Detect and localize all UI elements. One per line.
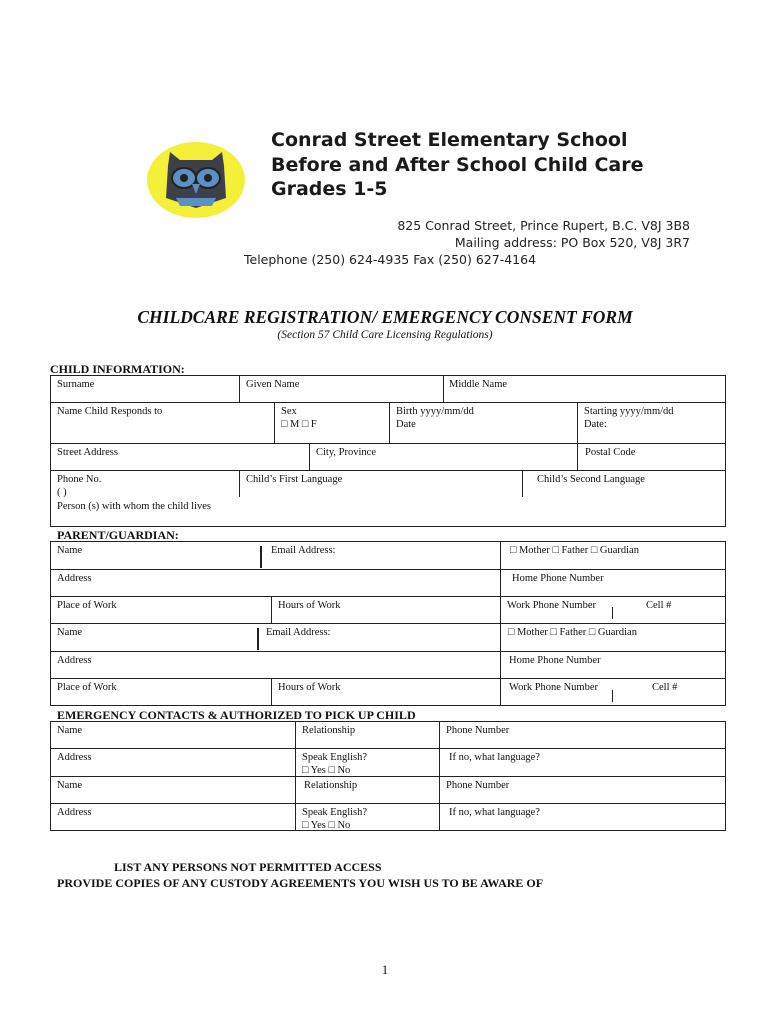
parent2-home-phone-label: Home Phone Number xyxy=(509,655,601,666)
starting-label: Starting yyyy/mm/dd xyxy=(584,406,674,417)
parent1-work-phone-label: Work Phone Number xyxy=(507,600,596,611)
surname-label: Surname xyxy=(57,379,95,390)
telephone-fax: Telephone (250) 624-4935 Fax (250) 627-4164 xyxy=(244,252,537,267)
contact1-phone-label: Phone Number xyxy=(446,725,510,736)
contact1-address-label: Address xyxy=(57,752,92,763)
parent1-name-label: Name xyxy=(57,545,83,556)
phone-area-code: ( ) xyxy=(57,487,67,498)
responds-to-label: Name Child Responds to xyxy=(57,406,163,417)
child-information-heading: CHILD INFORMATION: xyxy=(50,362,185,376)
phone-label: Phone No. xyxy=(57,474,102,485)
school-title-line-1: Conrad Street Elementary School xyxy=(271,129,628,151)
second-language-label: Child’s Second Language xyxy=(537,474,645,485)
street-address: 825 Conrad Street, Prince Rupert, B.C. V8J 3B8 xyxy=(397,218,690,233)
parent1-work-place-label: Place of Work xyxy=(57,600,117,611)
custody-agreements-heading: PROVIDE COPIES OF ANY CUSTODY AGREEMENTS YOU WISH US TO BE AWARE OF xyxy=(57,876,544,890)
parent2-address-label: Address xyxy=(57,655,92,666)
first-language-label: Child’s First Language xyxy=(246,474,343,485)
form-subtitle: (Section 57 Child Care Licensing Regulations) xyxy=(277,329,493,341)
form-title: CHILDCARE REGISTRATION/ EMERGENCY CONSENT FORM xyxy=(137,307,633,327)
parent2-relation-checkboxes[interactable]: □ Mother □ Father □ Guardian xyxy=(508,627,637,638)
school-title-line-3: Grades 1-5 xyxy=(271,178,388,200)
page-number: 1 xyxy=(381,962,389,977)
city-province-label: City, Province xyxy=(316,447,376,458)
parent2-email-label: Email Address: xyxy=(266,627,331,638)
emergency-contacts-heading: EMERGENCY CONTACTS & AUTHORIZED TO PICK UP CHILD xyxy=(57,708,416,722)
parent-guardian-heading: PARENT/GUARDIAN: xyxy=(57,528,179,542)
middle-name-label: Middle Name xyxy=(449,379,508,390)
parent1-relation-checkboxes[interactable]: □ Mother □ Father □ Guardian xyxy=(510,545,639,556)
contact2-name-label: Name xyxy=(57,780,83,791)
contact1-speak-english-label: Speak English? xyxy=(302,752,368,763)
street-address-label: Street Address xyxy=(57,447,118,458)
parent1-home-phone-label: Home Phone Number xyxy=(512,573,604,584)
contact1-relationship-label: Relationship xyxy=(302,725,356,736)
contact2-yes-no-checkboxes[interactable]: □ Yes □ No xyxy=(302,820,351,831)
parent2-hours-label: Hours of Work xyxy=(278,682,341,693)
given-name-label: Given Name xyxy=(246,379,300,390)
parent1-cell-label: Cell # xyxy=(646,600,672,611)
parent1-address-label: Address xyxy=(57,573,92,584)
school-logo-icon xyxy=(146,136,246,220)
school-title xyxy=(271,128,644,202)
postal-code-label: Postal Code xyxy=(585,447,636,458)
not-permitted-heading: LIST ANY PERSONS NOT PERMITTED ACCESS xyxy=(114,860,382,874)
birth-date-label: Date xyxy=(396,419,416,430)
contact2-language-label: If no, what language? xyxy=(449,807,540,818)
contact1-language-label: If no, what language? xyxy=(449,752,540,763)
contact2-address-label: Address xyxy=(57,807,92,818)
contact2-phone-label: Phone Number xyxy=(446,780,510,791)
birth-label: Birth yyyy/mm/dd xyxy=(396,406,474,417)
contact1-yes-no-checkboxes[interactable]: □ Yes □ No xyxy=(302,765,351,776)
school-title-line-2: Before and After School Child Care xyxy=(271,153,644,176)
parent2-cell-label: Cell # xyxy=(652,682,678,693)
parent1-email-label: Email Address: xyxy=(271,545,336,556)
mailing-address: Mailing address: PO Box 520, V8J 3R7 xyxy=(454,235,690,250)
contact1-name-label: Name xyxy=(57,725,83,736)
parent2-work-phone-label: Work Phone Number xyxy=(509,682,598,693)
sex-label: Sex xyxy=(281,406,297,417)
contact2-relationship-label: Relationship xyxy=(304,780,358,791)
parent2-work-place-label: Place of Work xyxy=(57,682,117,693)
starting-date-label: Date: xyxy=(584,419,607,430)
lives-with-label: Person (s) with whom the child lives xyxy=(57,501,211,512)
parent1-hours-label: Hours of Work xyxy=(278,600,341,611)
sex-checkboxes[interactable]: □ M □ F xyxy=(281,419,317,430)
contact2-speak-english-label: Speak English? xyxy=(302,807,368,818)
parent2-name-label: Name xyxy=(57,627,83,638)
